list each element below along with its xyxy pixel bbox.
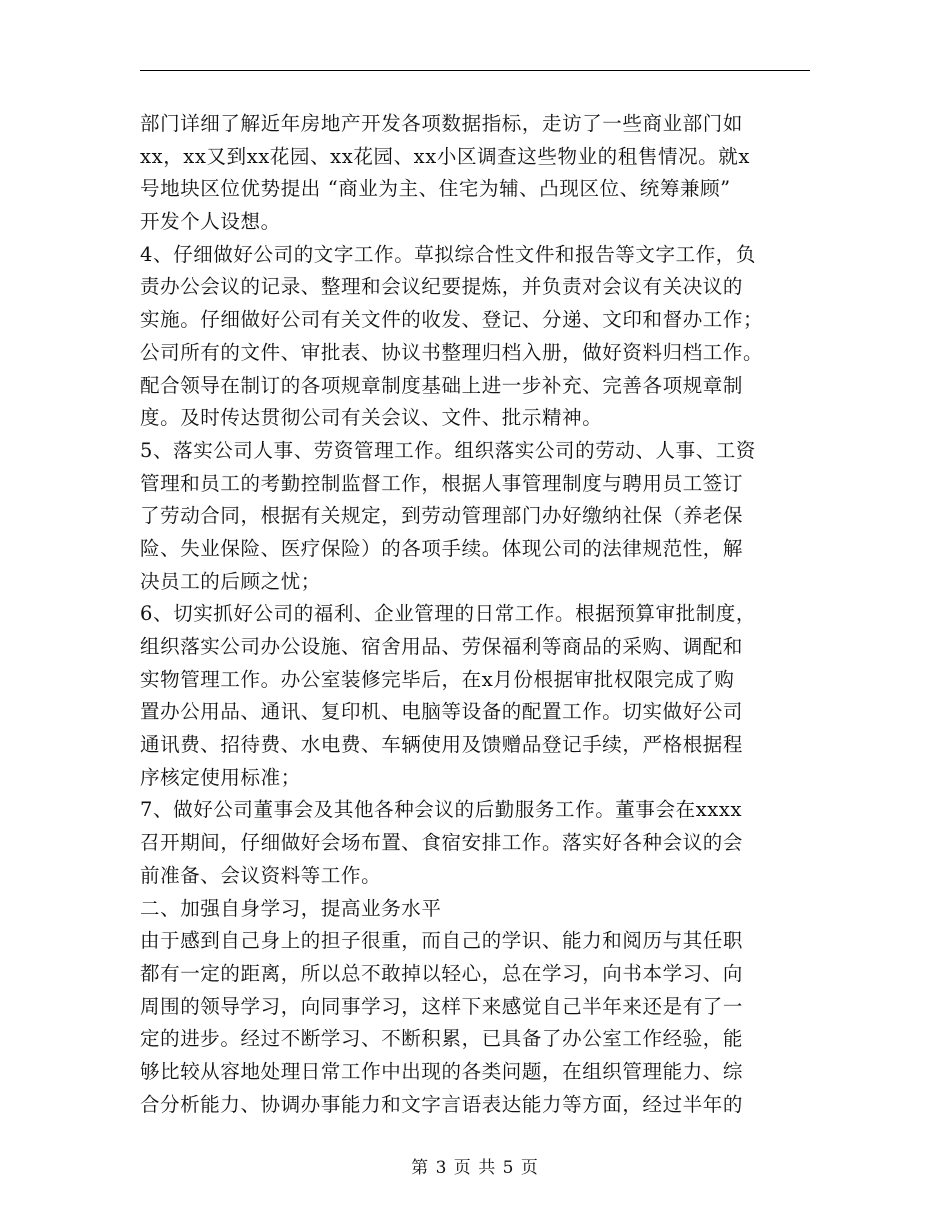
text-line: 实施。仔细做好公司有关文件的收发、登记、分递、文印和督办工作； — [140, 308, 764, 332]
text-line: 都有一定的距离，所以总不敢掉以轻心，总在学习，向书本学习、向 — [140, 961, 744, 985]
text-line: 合分析能力、协调办事能力和文字言语表达能力等方面，经过半年的 — [140, 1092, 744, 1116]
text-line: xx，xx又到xx花园、xx花园、xx小区调查这些物业的租售情况。就x — [140, 144, 750, 168]
text-line: 定的进步。经过不断学习、不断积累，已具备了办公室工作经验，能 — [140, 1027, 744, 1051]
text-line: 组织落实公司办公设施、宿舍用品、劳保福利等商品的采购、调配和 — [140, 635, 744, 658]
text-line: 配合领导在制订的各项规章制度基础上进一步补充、完善各项规章制 — [140, 373, 744, 397]
text-line: 置办公用品、通讯、复印机、电脑等设备的配置工作。切实做好公司 — [140, 700, 744, 724]
text-line: 召开期间，仔细做好会场布置、食宿安排工作。落实好各种会议的会 — [140, 831, 744, 855]
text-line: 管理和员工的考勤控制监督工作，根据人事管理制度与聘用员工签订 — [140, 471, 744, 495]
text-line: 责办公会议的记录、整理和会议纪要提炼，并负责对会议有关决议的 — [140, 275, 744, 299]
text-line: 实物管理工作。办公室装修完毕后，在x月份根据审批权限完成了购 — [140, 667, 735, 691]
text-line: 号地块区位优势提出 “商业为主、住宅为辅、凸现区位、统筹兼顾” — [140, 177, 731, 201]
text-line: 了劳动合同，根据有关规定，到劳动管理部门办好缴纳社保（养老保 — [140, 504, 744, 528]
page-footer: 第 3 页 共 5 页 — [411, 1158, 539, 1178]
text-line: 够比较从容地处理日常工作中出现的各类问题，在组织管理能力、综 — [140, 1059, 744, 1083]
text-line: 4、仔细做好公司的文字工作。草拟综合性文件和报告等文字工作，负 — [140, 242, 757, 266]
text-line: 周围的领导学习，向同事学习，这样下来感觉自己半年来还是有了一 — [140, 994, 744, 1018]
text-line: 度。及时传达贯彻公司有关会议、文件、批示精神。 — [140, 406, 603, 430]
text-line: 二、加强自身学习，提高业务水平 — [140, 896, 442, 920]
document-body — [140, 108, 820, 1121]
text-line: 部门详细了解近年房地产开发各项数据指标，走访了一些商业部门如 — [140, 112, 744, 135]
text-line: 通讯费、招待费、水电费、车辆使用及馈赠品登记手续，严格根据程 — [140, 733, 744, 757]
text-line: 5、落实公司人事、劳资管理工作。组织落实公司的劳动、人事、工资 — [140, 438, 757, 462]
text-line: 开发个人设想。 — [140, 210, 281, 234]
text-line: 决员工的后顾之忧； — [140, 569, 321, 593]
header-rule — [140, 70, 810, 71]
text-line: 公司所有的文件、审批表、协议书整理归档入册，做好资料归档工作。 — [140, 340, 764, 364]
text-line: 险、失业保险、医疗保险）的各项手续。体现公司的法律规范性，解 — [140, 536, 744, 560]
text-line: 序核定使用标准； — [140, 765, 301, 789]
text-line: 由于感到自己身上的担子很重，而自己的学识、能力和阅历与其任职 — [140, 929, 744, 953]
text-line: 前准备、会议资料等工作。 — [140, 863, 382, 887]
text-line: 7、做好公司董事会及其他各种会议的后勤服务工作。董事会在xxxx — [140, 798, 743, 822]
text-line: 6、切实抓好公司的福利、企业管理的日常工作。根据预算审批制度， — [140, 602, 757, 626]
